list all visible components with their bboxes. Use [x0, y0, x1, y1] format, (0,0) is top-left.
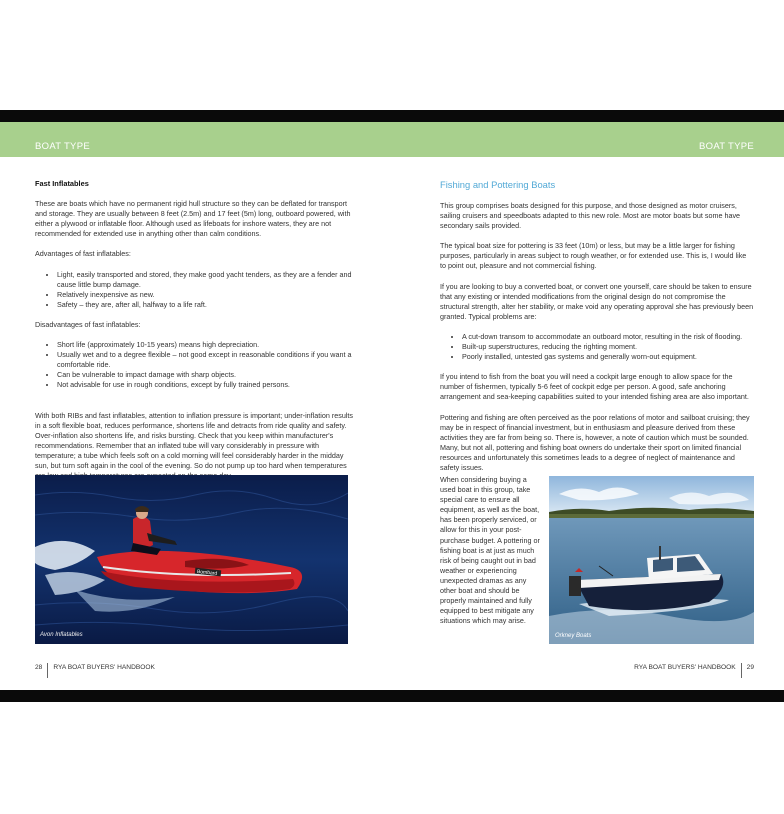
- wrapped-paragraph: When considering buying a used boat in this group, take special care to ensure all equipment, as well as the boat, has been properly serviced, or allow for this in your post-purchase budget. A pottering or fishing boat is at just as much risk of being caught out in bad weather or experiencing unexpected dramas as any other boat and should be properly maintained and fully equipped to best mitigate any situations which may arise.: [440, 475, 540, 626]
- header-left-title: BOAT TYPE: [35, 141, 90, 152]
- boat-brand-label: Bombard: [196, 568, 218, 577]
- advantages-label: Advantages of fast inflatables:: [35, 249, 131, 259]
- photo-caption: Orkney Boats: [555, 633, 592, 639]
- list-item: • Built-up superstructures, reducing the righting moment.: [462, 342, 754, 352]
- fishing-boat-photo: [549, 476, 754, 644]
- footer-left: [35, 664, 155, 679]
- list-item: • Short life (approximately 10-15 years) means high depreciation.: [57, 340, 353, 350]
- list-item: • Light, easily transported and stored, they make good yacht tenders, as they are a fender and cause little bump damage.: [57, 270, 353, 290]
- footer-book-title: RYA BOAT BUYERS' HANDBOOK: [53, 664, 155, 671]
- left-page-text: [35, 179, 353, 491]
- bottom-black-bar: [0, 690, 784, 702]
- right-page-text: [440, 179, 754, 483]
- list-item: • Not advisable for use in rough conditions, except by fully trained persons.: [57, 380, 353, 390]
- paragraph: If you are looking to buy a converted boat, or convert one yourself, care should be taken to ensure that any existing or intended modifications from the original design do not compromise the structural strength, alter her stability, or make void any operating approval she has previously been granted. Typical problems are:: [440, 281, 754, 321]
- list-item: • Poorly installed, untested gas systems and generally worn-out equipment.: [462, 352, 754, 362]
- inflatable-boat-photo: [35, 475, 348, 644]
- disadvantages-list: [35, 340, 353, 390]
- page-number-right: 29: [746, 664, 754, 671]
- list-item: • Can be vulnerable to impact damage with sharp objects.: [57, 370, 353, 380]
- footer-divider: [741, 663, 742, 678]
- list-item: • Usually wet and to a degree flexible – not good except in reasonable conditions if you want a comfortable ride.: [57, 350, 353, 370]
- advantages-list: [35, 270, 353, 310]
- paragraph: If you intend to fish from the boat you will need a cockpit large enough to allow space for the number of fishermen, typically 5-6 feet of cockpit edge per person. A good, safe anchoring arrangement and sea-keeping capabilities suited to your intended fishing area are also important.: [440, 372, 749, 402]
- list-item: • Relatively inexpensive as new.: [57, 290, 353, 300]
- closing-paragraph: With both RIBs and fast inflatables, attention to inflation pressure is important; under-inflation results in a soft flexible boat, reduces performance, shortens life and detracts from ride quality and safety. Over-inflation also shortens life, and risks bursting. Check that you keep within manufacturer's recommendations. Remember that an inflated tube will vary considerably in pressure with temperature; a tube which feels soft on a cold morning will feel considerably harder in the midday sun, but turn soft again in the cool of the evening. So do not pump up too hard when temperatures: [35, 410, 354, 470]
- footer-book-title: RYA BOAT BUYERS' HANDBOOK: [634, 664, 736, 671]
- section-heading: Fast Inflatables: [35, 179, 89, 188]
- paragraph: The typical boat size for pottering is 33 feet (10m) or less, but may be a little larger for fishing purposes, particularly in areas subject to rough weather, or for extended use. This is, I would like to point out, pleasure and not commercial fishing.: [440, 241, 747, 271]
- problems-list: [440, 332, 754, 362]
- intro-paragraph: These are boats which have no permanent rigid hull structure so they can be deflated for transport and storage. They are usually between 8 feet (2.5m) and 17 feet (5m) long, outboard powered, with either a plywood or inflatable floor. Although used as lifeboats for inshore waters, they are not recommended for extended use in anything other than calm conditions.: [35, 199, 351, 239]
- top-black-bar: [0, 110, 784, 122]
- photo-caption: Avon Inflatables: [40, 632, 83, 638]
- paragraph: This group comprises boats designed for this purpose, and those designed as motor cruisers, sailing cruisers and speedboats adapted to this new role. Most are motor boats but some have secondary sails provided.: [440, 201, 741, 231]
- list-item: • A cut-down transom to accommodate an outboard motor, resulting in the risk of flooding.: [462, 332, 754, 342]
- section-title: Fishing and Pottering Boats: [440, 179, 556, 190]
- page-number-left: 28: [35, 664, 43, 671]
- footer-right: [634, 664, 754, 679]
- header-band: [0, 122, 784, 157]
- footer-divider: [47, 663, 48, 678]
- paragraph: Pottering and fishing are often perceived as the poor relations of motor and sailboat cruising; they may be in respect of financial investment, but in enthusiasm and pleasure derived from these activities they are far from being so. There is, however, a note of caution which must be sounded. Many, but not all, pottering and fishing boat owners do undertake their sport on limited financial resources and unfortunately this sometimes leads to a degree of neglect of maintenance and safety issues.: [440, 412, 750, 472]
- header-right-title: BOAT TYPE: [699, 141, 754, 152]
- list-item: • Safety – they are, after all, halfway to a life raft.: [57, 300, 353, 310]
- disadvantages-label: Disadvantages of fast inflatables:: [35, 319, 141, 329]
